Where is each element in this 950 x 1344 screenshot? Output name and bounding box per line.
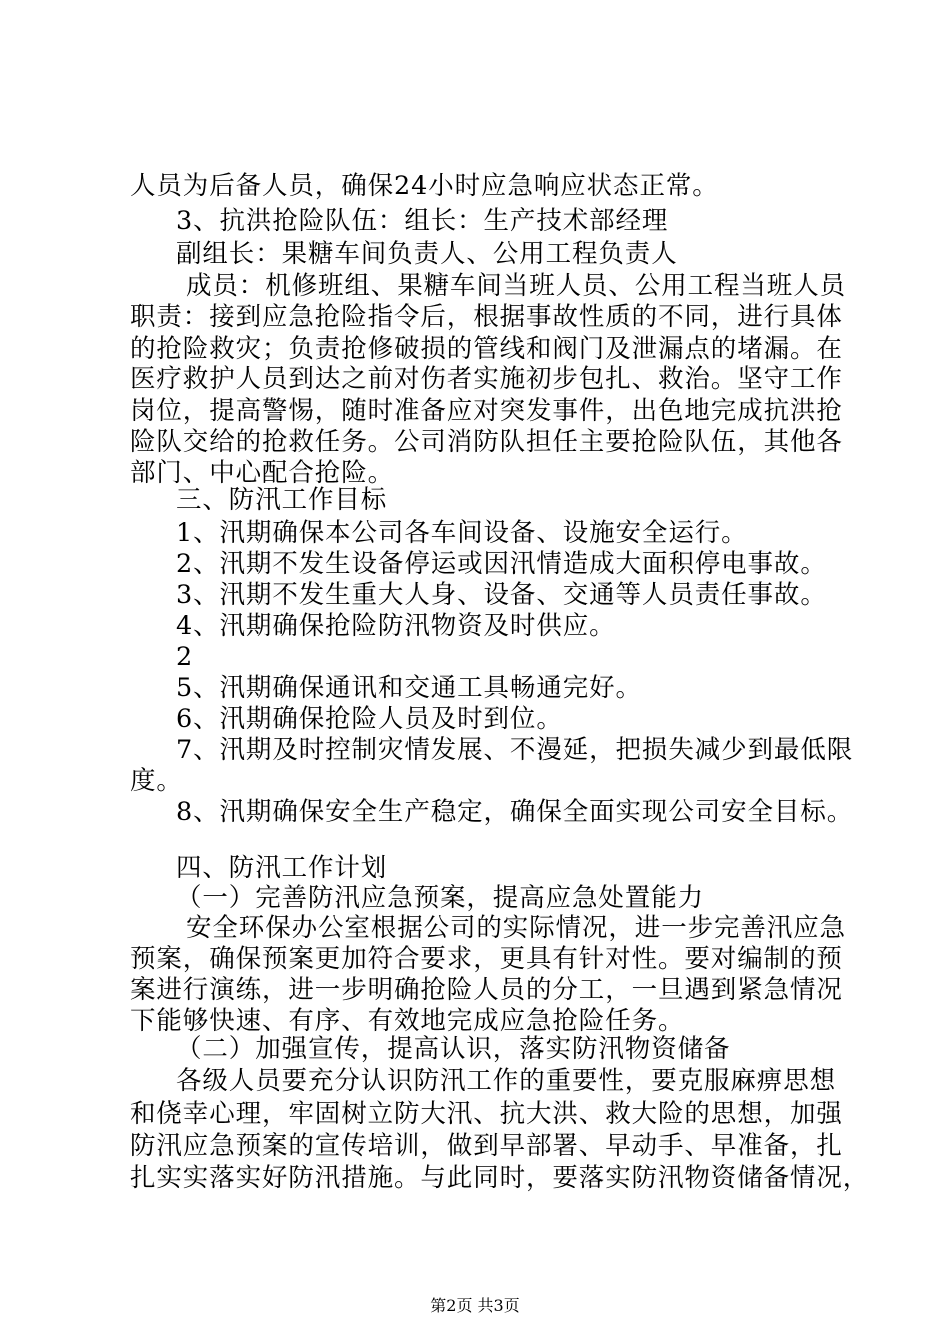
text-line: 人员为后备人员，确保24小时应急响应状态正常。 [130, 171, 719, 201]
subsection-heading: （一）完善防汛应急预案，提高应急处置能力 [176, 883, 705, 913]
page-marker: 2 [176, 642, 194, 672]
text-line: 各级人员要充分认识防汛工作的重要性，要克服麻痹思想 [176, 1066, 837, 1096]
text-line: 3、抗洪抢险队伍：组长：生产技术部经理 [176, 206, 669, 236]
text-line: 险队交给的抢救任务。公司消防队担任主要抢险队伍，其他各 [130, 427, 843, 457]
text-line: 扎实实落实好防汛措施。与此同时，要落实防汛物资储备情况， [130, 1163, 870, 1193]
text-line: 度。 [130, 766, 183, 796]
list-item: 7、汛期及时控制灾情发展、不漫延，把损失减少到最低限 [176, 735, 854, 765]
list-item: 6、汛期确保抢险人员及时到位。 [176, 704, 563, 734]
text-line: 安全环保办公室根据公司的实际情况，进一步完善汛应急 [186, 913, 847, 943]
text-line: 下能够快速、有序、有效地完成应急抢险任务。 [130, 1006, 685, 1036]
list-item: 3、汛期不发生重大人身、设备、交通等人员责任事故。 [176, 580, 827, 610]
text-line: 成员：机修班组、果糖车间当班人员、公用工程当班人员 [186, 271, 847, 301]
list-item: 1、汛期确保本公司各车间设备、设施安全运行。 [176, 518, 748, 548]
text-line: 预案，确保预案更加符合要求，更具有针对性。要对编制的预 [130, 944, 843, 974]
text-line: 副组长：果糖车间负责人、公用工程负责人 [176, 239, 678, 269]
section-heading: 三、防汛工作目标 [176, 485, 388, 515]
list-item: 4、汛期确保抢险防汛物资及时供应。 [176, 611, 616, 641]
section-heading: 四、防汛工作计划 [176, 853, 388, 883]
text-line: 职责：接到应急抢险指令后，根据事故性质的不同，进行具体 [130, 302, 843, 332]
page-footer: 第2页 共3页 [430, 1296, 520, 1315]
list-item: 2、汛期不发生设备停运或因汛情造成大面积停电事故。 [176, 549, 827, 579]
list-item: 8、汛期确保安全生产稳定，确保全面实现公司安全目标。 [176, 797, 854, 827]
text-line: 的抢险救灾；负责抢修破损的管线和阀门及泄漏点的堵漏。在 [130, 334, 843, 364]
subsection-heading: （二）加强宣传，提高认识，落实防汛物资储备 [176, 1034, 731, 1064]
text-line: 和侥幸心理，牢固树立防大汛、抗大洪、救大险的思想，加强 [130, 1099, 843, 1129]
text-line: 案进行演练，进一步明确抢险人员的分工，一旦遇到紧急情况 [130, 975, 843, 1005]
list-item: 5、汛期确保通讯和交通工具畅通完好。 [176, 673, 642, 703]
text-line: 医疗救护人员到达之前对伤者实施初步包扎、救治。坚守工作 [130, 364, 843, 394]
text-line: 防汛应急预案的宣传培训，做到早部署、早动手、早准备，扎 [130, 1131, 843, 1161]
text-line: 部门、中心配合抢险。 [130, 458, 395, 488]
text-line: 岗位，提高警惕，随时准备应对突发事件，出色地完成抗洪抢 [130, 396, 843, 426]
